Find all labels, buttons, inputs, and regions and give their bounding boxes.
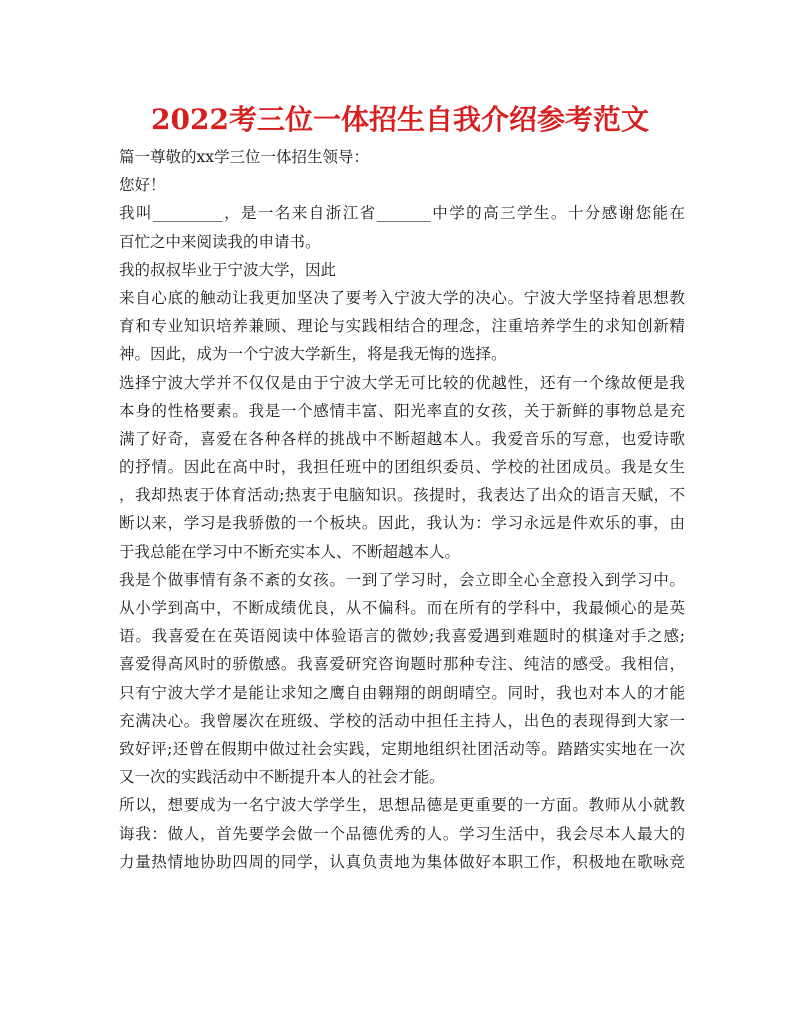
text-line: 语。我喜爱在在英语阅读中体验语言的微妙;我喜爱遇到难题时的棋逢对手之感; — [119, 627, 685, 646]
text-line: 育和专业知识培养兼顾、理论与实践相结合的理念，注重培养学生的求知创新精 — [119, 317, 685, 336]
text-line: 您好！ — [119, 176, 166, 195]
document-title: 2022考三位一体招生自我介绍参考范文 — [151, 103, 649, 136]
text-line: 的抒情。因此在高中时，我担任班中的团组织委员、学校的社团成员。我是女生 — [119, 458, 685, 477]
text-line: 我的叔叔毕业于宁波大学，因此 — [119, 260, 337, 279]
text-line: 只有宁波大学才是能让求知之鹰自由翱翔的朗朗晴空。同时，我也对本人的才能 — [119, 683, 685, 702]
text-line: 所以，想要成为一名宁波大学学生，思想品德是更重要的一方面。教师从小就教 — [119, 796, 685, 815]
text-line: 满了好奇，喜爱在各种各样的挑战中不断超越本人。我爱音乐的写意，也爱诗歌 — [119, 429, 685, 448]
text-line: 选择宁波大学并不仅仅是由于宁波大学无可比较的优越性，还有一个缘故便是我 — [119, 373, 685, 392]
text-line: 充满决心。我曾屡次在班级、学校的活动中担任主持人，出色的表现得到大家一 — [119, 711, 685, 730]
document-body — [119, 143, 685, 876]
text-line: 断以来，学习是我骄傲的一个板块。因此，我认为：学习永远是件欢乐的事，由 — [119, 514, 685, 533]
text-line: 神。因此，成为一个宁波大学新生，将是我无悔的选择。 — [119, 345, 507, 364]
text-line: 百忙之中来阅读我的申请书。 — [119, 232, 321, 251]
text-line: 又一次的实践活动中不断提升本人的社会才能。 — [119, 768, 445, 787]
text-line: 我是个做事情有条不紊的女孩。一到了学习时，会立即全心全意投入到学习中。 — [119, 570, 685, 589]
text-line: 本身的性格要素。我是一个感情丰富、阳光率直的女孩，关于新鲜的事物总是充 — [119, 401, 685, 420]
text-line: 从小学到高中，不断成绩优良，从不偏科。而在所有的学科中，我最倾心的是英 — [119, 599, 685, 617]
text-line: 诲我：做人，首先要学会做一个品德优秀的人。学习生活中，我会尽本人最大的 — [119, 824, 685, 843]
text-line: 篇一尊敬的xx学三位一体招生领导： — [119, 148, 369, 166]
text-line: 喜爱得高风时的骄傲感。我喜爱研究咨询题时那种专注、纯洁的感受。我相信， — [119, 655, 685, 674]
text-line: ，我却热衷于体育活动;热衷于电脑知识。孩提时，我表达了出众的语言天赋，不 — [119, 486, 685, 505]
text-line: 力量热情地协助四周的同学，认真负责地为集体做好本职工作，积极地在歌咏竞 — [119, 852, 685, 871]
text-line: 我叫_________，是一名来自浙江省_______中学的高三学生。十分感谢您能在 — [119, 204, 685, 223]
text-line: 致好评;还曾在假期中做过社会实践，定期地组织社团活动等。踏踏实实地在一次 — [119, 739, 685, 758]
text-line: 来自心底的触动让我更加坚决了要考入宁波大学的决心。宁波大学坚持着思想教 — [119, 288, 685, 307]
text-line: 于我总能在学习中不断充实本人、不断超越本人。 — [119, 542, 461, 561]
